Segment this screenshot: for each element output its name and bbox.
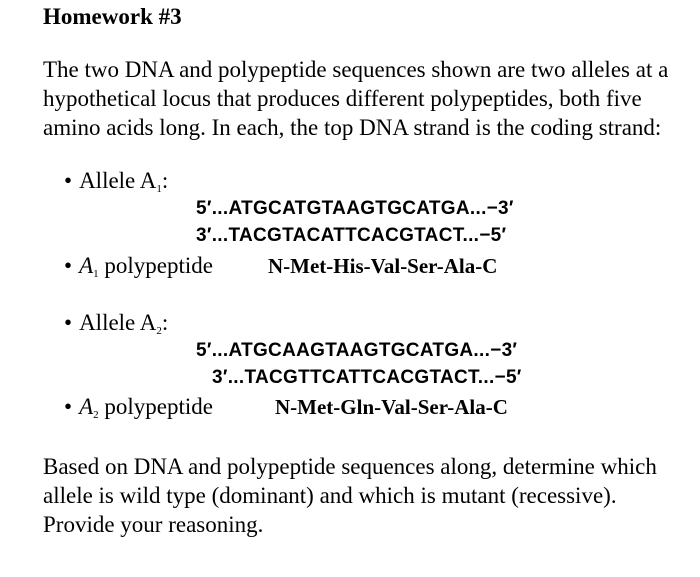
allele1-label-colon: : (161, 168, 169, 193)
allele1-poly-label: polypeptide (98, 253, 213, 278)
allele1-label (64, 168, 168, 195)
allele2-label-colon: : (161, 310, 169, 335)
bullet-marker: • (64, 253, 73, 278)
allele1-polypeptide: N-Met-His-Val-Ser-Ala-C (268, 254, 498, 278)
allele2-label (64, 310, 168, 337)
allele1-bottom-strand: 3′...TACGTACATTCACGTACT...−5′ (196, 225, 507, 246)
page-title: Homework #3 (43, 4, 182, 29)
bullet-marker: • (64, 168, 73, 193)
allele1-poly-sub: 1 (93, 268, 99, 280)
allele2-bottom-strand: 3′...TACGTTCATTCACGTACT...−5′ (212, 367, 522, 388)
allele2-top-strand: 5′...ATGCAAGTAAGTGCATGA...−3′ (196, 340, 518, 361)
bullet-marker: • (64, 310, 73, 335)
allele2-label-text: Allele A (79, 310, 157, 335)
allele1-label-text: Allele A (79, 168, 157, 193)
allele2-polypeptide: N-Met-Gln-Val-Ser-Ala-C (275, 395, 508, 419)
allele2-poly-symbol: A (79, 394, 94, 419)
closing-paragraph: Based on DNA and polypeptide sequences along, determine which allele is wild type (dominant) and which is mutant (recessive). Provide your reasoning. (43, 454, 657, 537)
allele2-label-sub: 2 (156, 325, 162, 337)
allele2-poly-sub: 2 (93, 409, 99, 421)
allele2-poly-label: polypeptide (98, 394, 213, 419)
bullet-marker: • (64, 394, 73, 419)
allele1-poly-symbol: A (79, 253, 94, 278)
allele1-label-sub: 1 (156, 183, 162, 195)
allele2-polypeptide-label (64, 394, 213, 421)
allele1-polypeptide-label (64, 253, 213, 280)
intro-paragraph: The two DNA and polypeptide sequences shown are two alleles at a hypothetical locus that produces different polypeptides, both five amino acids long. In each, the top DNA strand is the coding strand: (43, 57, 669, 140)
allele1-top-strand: 5′...ATGCATGTAAGTGCATGA...−3′ (196, 198, 514, 219)
